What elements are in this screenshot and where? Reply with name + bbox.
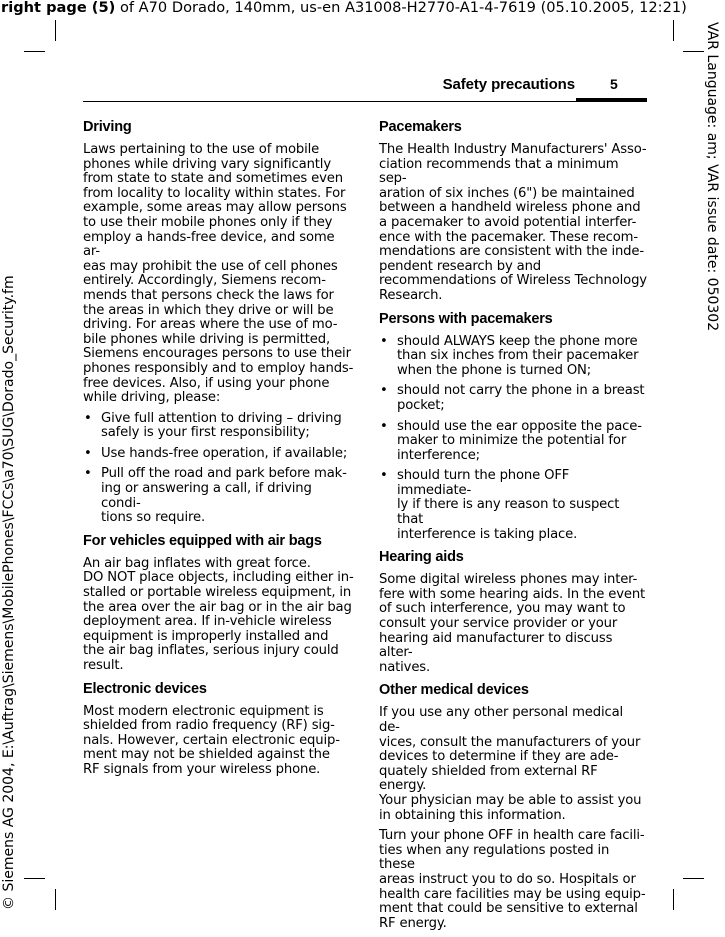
right-column	[379, 118, 647, 937]
medical-paragraph-2: Turn your phone OFF in health care facili- ties when any regulations posted in these areas instruct you to do so. Hospitals or health care facilities may be using equip- ment that could be sensitive to external RF energy.	[379, 828, 646, 931]
electronic-paragraph: Most modern electronic equipment is shielded from radio frequency (RF) sig- nals. However, certain electronic equip- ment may not be shielded against the RF signals from your wireless phone.	[83, 703, 340, 777]
page-title: Safety precautions	[442, 76, 575, 93]
driving-paragraph: Laws pertaining to the use of mobile phones while driving vary significantly from state to state and sometimes even from locality to locality within states. For example, some areas may allow persons to use their mobile phones only if they employ a hands-free device, and some ar- eas may prohibit the use of cell phones entirely. Accordingly, Siemens recom- mends that persons check the laws for the areas in which they drive or will be driving. For areas where the use of mo- bile phones while driving is permitted, Siemens encourages persons to use their phones responsibly and to employ hands- free devices. Also, if using your phone while driving, please:	[83, 142, 354, 406]
print-info	[1, 0, 687, 17]
language-info: VAR Language: am; VAR issue date: 050302	[704, 22, 720, 332]
print-info-rest: of A70 Dorado, 140mm, us-en A31008-H2770-A1-4-7619 (05.10.2005, 12:21)	[115, 0, 687, 16]
crop-mark	[673, 20, 674, 41]
list-item: • Give full attention to driving – driving safely is your first responsibility;	[83, 412, 355, 441]
medical-paragraph: If you use any other personal medical de- vices, consult the manufacturers of your devices to determine if they are ade- quately shielded from external RF energy. Your physician may be able to assist you in obtaining this information.	[379, 705, 642, 823]
list-item: • should turn the phone OFF immediate- ly if there is any reason to suspect that interference is taking place.	[379, 469, 647, 542]
page-number: 5	[610, 76, 618, 92]
crop-mark	[55, 20, 56, 41]
header-rule-accent	[576, 98, 647, 102]
section-heading-pacemakers: Pacemakers	[379, 119, 462, 135]
list-item: • Pull off the road and park before mak- ing or answering a call, if driving condi- tions so require.	[83, 467, 355, 525]
list-item: • should use the ear opposite the pace- maker to minimize the potential for interference;	[379, 420, 647, 464]
list-item: • should ALWAYS keep the phone more than six inches from their pacemaker when the phone is turned ON;	[379, 335, 647, 379]
crop-mark	[683, 51, 704, 52]
section-heading-electronic: Electronic devices	[83, 680, 207, 697]
header-rule	[83, 101, 647, 102]
crop-mark	[673, 889, 674, 910]
section-heading-driving: Driving	[83, 119, 132, 135]
crop-mark	[24, 51, 45, 52]
section-heading-airbags: For vehicles equipped with air bags	[83, 532, 322, 549]
pacemakers-paragraph: The Health Industry Manufacturers' Asso- ciation recommends that a minimum sep- aration of six inches (6") be maintained between a handheld wireless phone and a pacemaker to avoid potential interfer- ence with the pacemaker. These recom- mendations are consistent with the inde- pendent research by and recommendations of Wireless Technology Research.	[379, 142, 647, 303]
crop-mark	[24, 878, 45, 879]
file-path: © Siemens AG 2004, E:\Auftrag\Siemens\MobilePhones\FCCs\a70\SUG\Dorado_Security.fm	[1, 275, 17, 910]
driving-list	[83, 412, 355, 526]
list-item: • Use hands-free operation, if available;	[83, 447, 355, 462]
persons-list	[379, 335, 647, 543]
section-heading-medical: Other medical devices	[379, 682, 529, 699]
left-column	[83, 118, 355, 784]
section-heading-hearing: Hearing aids	[379, 549, 464, 566]
airbags-paragraph: An air bag inflates with great force. DO NOT place objects, including either in- stalled or portable wireless equipment, in the area over the air bag or in the air bag deployment area. If in-vehicle wireless equipment is improperly installed and the air bag inflates, serious injury could result.	[83, 555, 354, 673]
crop-mark	[55, 889, 56, 910]
crop-mark	[683, 878, 704, 879]
list-item: • should not carry the phone in a breast pocket;	[379, 384, 647, 413]
hearing-paragraph: Some digital wireless phones may inter- fere with some hearing aids. In the event of such interference, you may want to consult your service provider or your hearing aid manufacturer to discuss alter- natives.	[379, 572, 646, 675]
print-info-bold: right page (5)	[1, 0, 116, 16]
section-heading-persons: Persons with pacemakers	[379, 310, 553, 327]
